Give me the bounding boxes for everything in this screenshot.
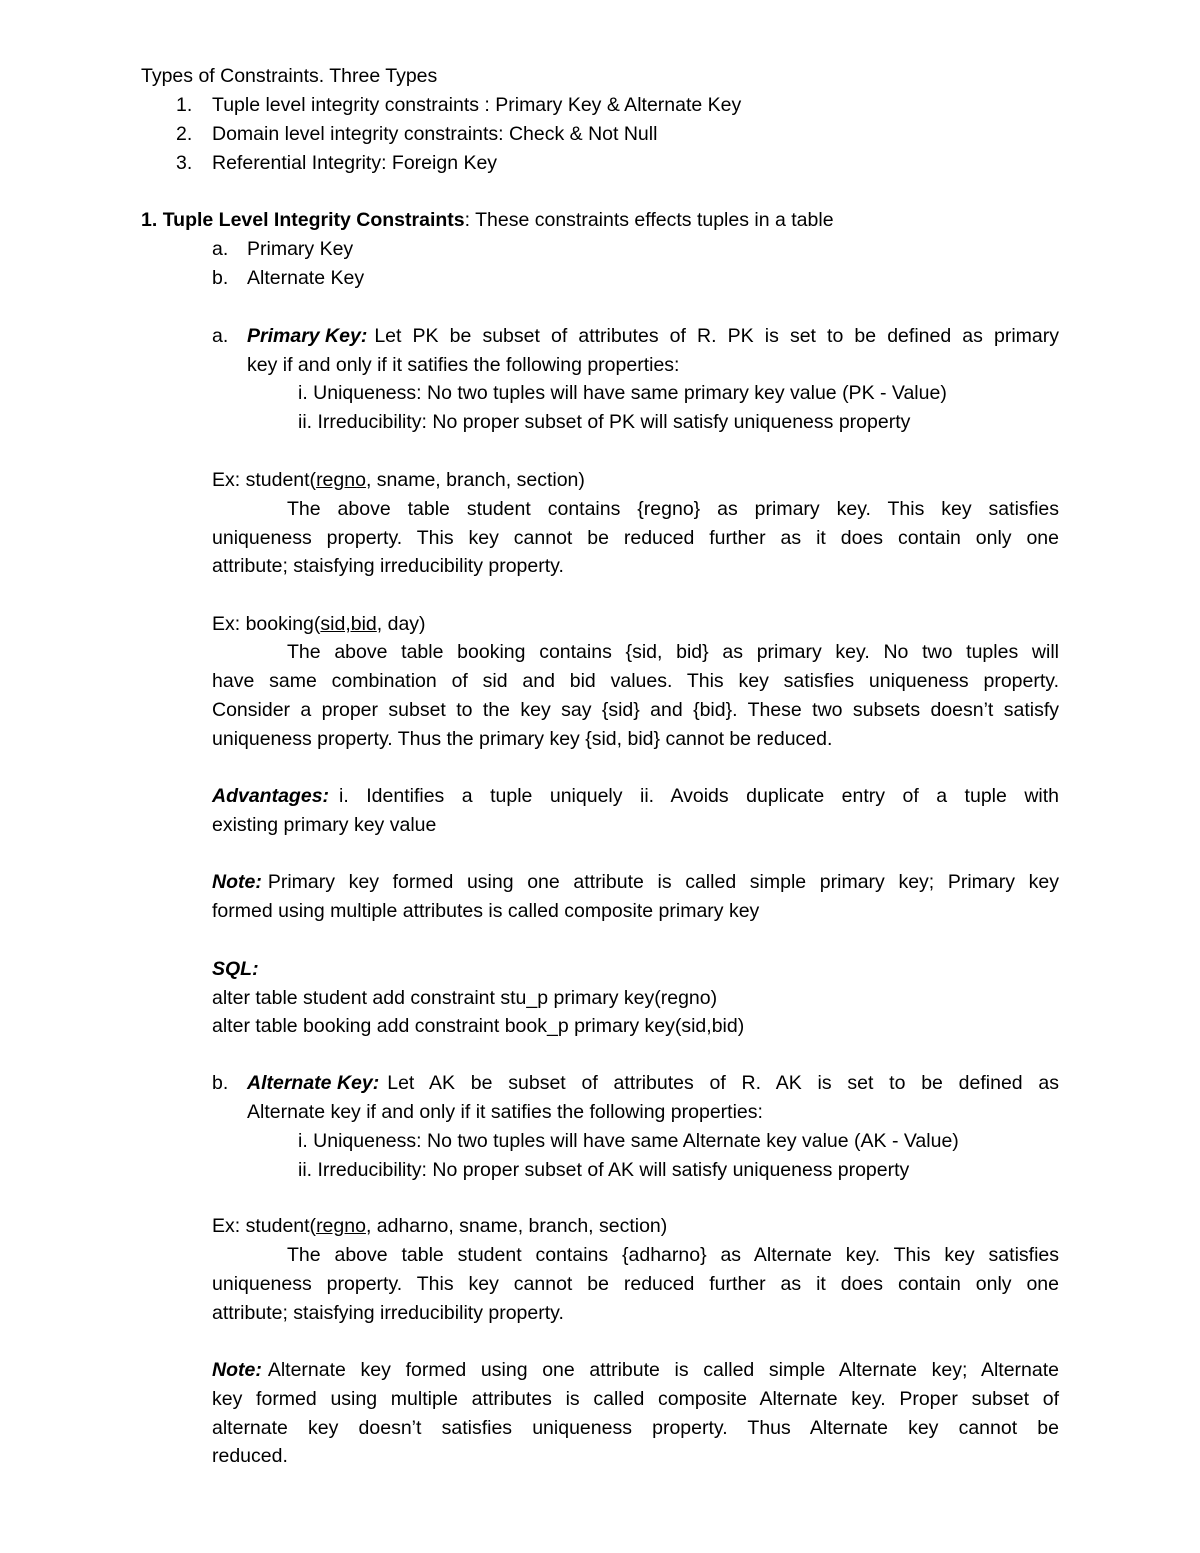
- alternate-key-definition-text: Alternate key if and only if it satifies the following properties:: [247, 1101, 763, 1123]
- sql-statement: alter table student add constraint stu_p primary key(regno): [212, 987, 718, 1009]
- example-heading: [212, 1212, 667, 1241]
- intro-item-text: Domain level integrity constraints: Check & Not Null: [212, 123, 658, 145]
- subitem-text: Alternate Key: [247, 267, 365, 289]
- primary-key-letter: a.: [212, 325, 229, 347]
- section-description: : These constraints effects tuples in a table: [464, 209, 834, 231]
- example-key-underlined: regno: [316, 469, 366, 491]
- primary-key-label: Primary Key:: [247, 325, 368, 347]
- note-line: [212, 868, 1059, 897]
- alternate-key-property: i. Uniqueness: No two tuples will have same Alternate key value (AK - Value): [298, 1130, 959, 1152]
- primary-key-definition-line: [247, 322, 1059, 351]
- example-paragraph-line: uniqueness property. Thus the primary key {sid, bid} cannot be reduced.: [212, 728, 833, 750]
- intro-item-number: 2.: [176, 123, 193, 145]
- example-heading: [212, 466, 585, 495]
- primary-key-definition-text: Let PK be subset of attributes of R. PK is set to be defined as primary: [374, 325, 1059, 347]
- subitem-text: Primary Key: [247, 238, 354, 260]
- example-paragraph-line: The above table student contains {adharno} as Alternate key. This key satisfies: [287, 1244, 1059, 1266]
- section-heading: [141, 206, 834, 235]
- example-prefix: Ex: student(: [212, 1215, 317, 1237]
- alternate-key-letter: b.: [212, 1072, 229, 1094]
- note-text: formed using multiple attributes is called composite primary key: [212, 900, 760, 922]
- intro-title: Types of Constraints. Three Types: [141, 65, 438, 87]
- example-rest: , adharno, sname, branch, section): [365, 1215, 668, 1237]
- subitem-letter: b.: [212, 267, 229, 289]
- example-paragraph-line: attribute; staisfying irreducibility property.: [212, 555, 564, 577]
- alternate-key-property: ii. Irreducibility: No proper subset of AK will satisfy uniqueness property: [298, 1159, 910, 1181]
- example-key-underlined: sid,bid: [320, 613, 377, 635]
- intro-item-number: 3.: [176, 152, 193, 174]
- advantages-text: i. Identifies a tuple uniquely ii. Avoids duplicate entry of a tuple with: [339, 785, 1059, 807]
- example-paragraph-line: attribute; staisfying irreducibility property.: [212, 1302, 564, 1324]
- alternate-key-definition-line: [247, 1069, 1059, 1098]
- section-title: Tuple Level Integrity Constraints: [162, 209, 465, 231]
- example-paragraph-line: uniqueness property. This key cannot be reduced further as it does contain only one: [212, 1273, 1059, 1295]
- note-text: key formed using multiple attributes is called composite Alternate key. Proper subset of: [212, 1388, 1059, 1410]
- note-label: Note:: [212, 1359, 262, 1381]
- note-text: alternate key doesn’t satisfies uniqueness property. Thus Alternate key cannot be: [212, 1417, 1059, 1439]
- primary-key-property: i. Uniqueness: No two tuples will have same primary key value (PK - Value): [298, 382, 947, 404]
- section-number: 1.: [141, 209, 158, 231]
- example-paragraph-line: The above table student contains {regno} as primary key. This key satisfies: [287, 498, 1059, 520]
- alternate-key-label: Alternate Key:: [247, 1072, 380, 1094]
- note-line: [212, 1356, 1059, 1385]
- example-prefix: Ex: booking(: [212, 613, 321, 635]
- primary-key-definition-text: key if and only if it satifies the following properties:: [247, 354, 680, 376]
- alternate-key-definition-text: Let AK be subset of attributes of R. AK is set to be defined as: [387, 1072, 1059, 1094]
- example-rest: , day): [376, 613, 426, 635]
- note-label: Note:: [212, 871, 262, 893]
- intro-item-text: Tuple level integrity constraints : Primary Key & Alternate Key: [212, 94, 742, 116]
- example-paragraph-line: uniqueness property. This key cannot be reduced further as it does contain only one: [212, 527, 1059, 549]
- example-key-underlined: regno: [316, 1215, 366, 1237]
- advantages-label: Advantages:: [212, 785, 330, 807]
- note-text: Alternate key formed using one attribute is called simple Alternate key; Alternate: [267, 1359, 1059, 1381]
- intro-item-text: Referential Integrity: Foreign Key: [212, 152, 498, 174]
- intro-item-number: 1.: [176, 94, 193, 116]
- sql-statement: alter table booking add constraint book_p primary key(sid,bid): [212, 1015, 745, 1037]
- advantages-line: [212, 782, 1059, 811]
- advantages-text: existing primary key value: [212, 814, 437, 836]
- sql-label: SQL:: [212, 958, 259, 980]
- example-paragraph-line: have same combination of sid and bid values. This key satisfies uniqueness property.: [212, 670, 1059, 692]
- example-prefix: Ex: student(: [212, 469, 317, 491]
- example-paragraph-line: Consider a proper subset to the key say {sid} and {bid}. These two subsets doesn’t satisfy: [212, 699, 1059, 721]
- note-text: Primary key formed using one attribute is called simple primary key; Primary key: [267, 871, 1059, 893]
- example-rest: , sname, branch, section): [365, 469, 585, 491]
- primary-key-property: ii. Irreducibility: No proper subset of PK will satisfy uniqueness property: [298, 411, 911, 433]
- note-text: reduced.: [212, 1445, 288, 1467]
- subitem-letter: a.: [212, 238, 229, 260]
- example-paragraph-line: The above table booking contains {sid, bid} as primary key. No two tuples will: [287, 641, 1059, 663]
- example-heading: [212, 610, 426, 639]
